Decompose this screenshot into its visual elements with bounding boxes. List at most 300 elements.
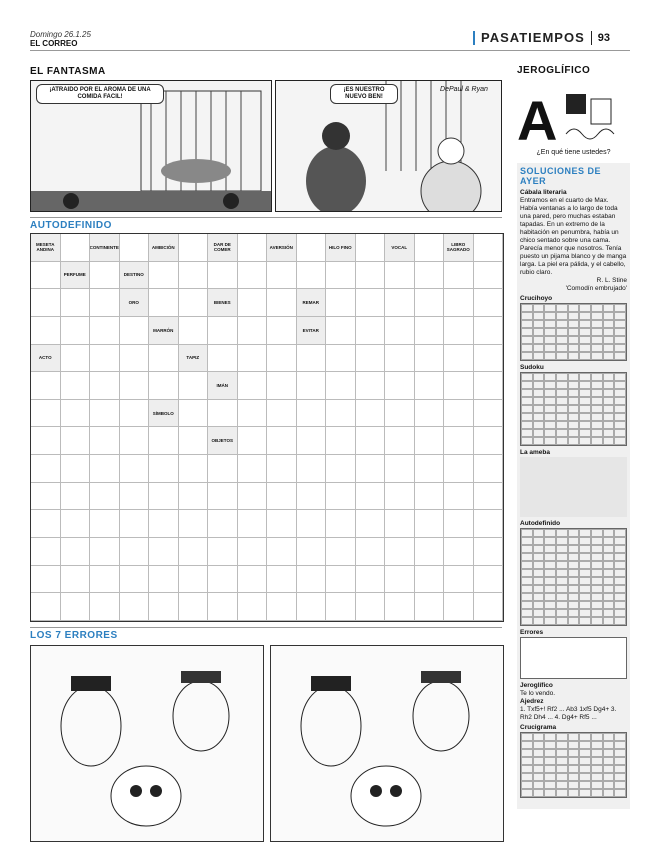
answer-cell[interactable] — [356, 400, 386, 428]
answer-cell[interactable] — [61, 538, 91, 566]
solution-cell — [591, 429, 603, 437]
answer-cell[interactable] — [385, 427, 415, 455]
answer-cell[interactable] — [297, 455, 327, 483]
newspaper-name: EL CORREO — [30, 39, 78, 48]
solution-cell — [579, 617, 591, 625]
answer-cell[interactable] — [326, 593, 356, 621]
answer-cell[interactable] — [238, 234, 268, 262]
solution-cell — [591, 781, 603, 789]
date-label: Domingo 26.1.25 — [30, 30, 91, 39]
answer-cell[interactable] — [356, 262, 386, 290]
answer-cell[interactable] — [444, 538, 474, 566]
answer-cell[interactable] — [415, 289, 445, 317]
solution-cell — [591, 328, 603, 336]
solution-cell — [544, 577, 556, 585]
solution-cell — [544, 405, 556, 413]
answer-cell[interactable] — [238, 289, 268, 317]
solution-cell — [603, 553, 615, 561]
solution-cell — [568, 529, 580, 537]
answer-cell[interactable] — [61, 566, 91, 594]
answer-cell[interactable] — [326, 317, 356, 345]
answer-cell[interactable] — [415, 234, 445, 262]
solution-cell — [568, 344, 580, 352]
crucihoyo-solution-grid — [520, 303, 627, 361]
solution-cell — [614, 577, 626, 585]
answer-cell[interactable] — [415, 510, 445, 538]
solution-cell — [544, 352, 556, 360]
ajedrez-text: 1. Txf5+! Rf2 ... Ab3 1xf5 Dg4+ 3. Rh2 Dh4 ... 4. Dg4+ Rf5 ... — [520, 706, 617, 721]
autodefinido-rule — [30, 217, 502, 218]
answer-cell[interactable] — [90, 566, 120, 594]
answer-cell[interactable] — [474, 317, 504, 345]
answer-cell[interactable] — [474, 372, 504, 400]
answer-cell[interactable] — [90, 289, 120, 317]
answer-cell[interactable] — [31, 455, 61, 483]
answer-cell[interactable] — [356, 234, 386, 262]
solution-cell — [533, 437, 545, 445]
answer-cell[interactable] — [120, 593, 150, 621]
answer-cell[interactable] — [238, 427, 268, 455]
answer-cell[interactable] — [267, 455, 297, 483]
answer-cell[interactable] — [208, 345, 238, 373]
clue-cell: DESTINO — [120, 262, 150, 290]
answer-cell[interactable] — [267, 593, 297, 621]
answer-cell[interactable] — [297, 262, 327, 290]
answer-cell[interactable] — [120, 400, 150, 428]
answer-cell[interactable] — [31, 317, 61, 345]
answer-cell[interactable] — [326, 372, 356, 400]
answer-cell[interactable] — [444, 400, 474, 428]
solution-cell — [521, 749, 533, 757]
solution-cell — [579, 577, 591, 585]
answer-cell[interactable] — [267, 483, 297, 511]
answer-cell[interactable] — [297, 427, 327, 455]
answer-cell[interactable] — [179, 566, 209, 594]
solution-cell — [591, 569, 603, 577]
answer-cell[interactable] — [444, 317, 474, 345]
clue-cell: EVITAR — [297, 317, 327, 345]
answer-cell[interactable] — [267, 289, 297, 317]
solution-cell — [544, 421, 556, 429]
answer-cell[interactable] — [149, 566, 179, 594]
solution-cell — [533, 781, 545, 789]
solution-cell — [521, 304, 533, 312]
answer-cell[interactable] — [297, 372, 327, 400]
answer-cell[interactable] — [238, 372, 268, 400]
solution-cell — [544, 429, 556, 437]
fantasma-credit: DePaul & Ryan — [440, 86, 488, 93]
solution-cell — [614, 617, 626, 625]
answer-cell[interactable] — [326, 345, 356, 373]
answer-cell[interactable] — [326, 289, 356, 317]
answer-cell[interactable] — [474, 262, 504, 290]
answer-cell[interactable] — [208, 483, 238, 511]
answer-cell[interactable] — [61, 317, 91, 345]
answer-cell[interactable] — [385, 538, 415, 566]
answer-cell[interactable] — [415, 345, 445, 373]
answer-cell[interactable] — [120, 566, 150, 594]
solution-cell — [544, 781, 556, 789]
answer-cell[interactable] — [179, 372, 209, 400]
answer-cell[interactable] — [415, 372, 445, 400]
answer-cell[interactable] — [238, 345, 268, 373]
answer-cell[interactable] — [208, 455, 238, 483]
answer-cell[interactable] — [415, 455, 445, 483]
solution-cell — [568, 352, 580, 360]
answer-cell[interactable] — [179, 289, 209, 317]
solution-cell — [579, 781, 591, 789]
answer-cell[interactable] — [297, 566, 327, 594]
answer-cell[interactable] — [61, 345, 91, 373]
solution-cell — [591, 609, 603, 617]
answer-cell[interactable] — [179, 593, 209, 621]
fantasma-bubble-2: ¡ES NUESTRO NUEVO BEN! — [330, 84, 398, 104]
cabala-author: R. L. Stine — [596, 277, 627, 284]
answer-cell[interactable] — [31, 593, 61, 621]
solution-cell — [556, 429, 568, 437]
answer-cell[interactable] — [474, 483, 504, 511]
answer-cell[interactable] — [415, 538, 445, 566]
answer-cell[interactable] — [356, 427, 386, 455]
answer-cell[interactable] — [444, 566, 474, 594]
answer-cell[interactable] — [297, 483, 327, 511]
ameba-solution — [520, 457, 627, 517]
solution-cell — [603, 765, 615, 773]
answer-cell[interactable] — [326, 400, 356, 428]
solution-cell — [614, 381, 626, 389]
answer-cell[interactable] — [326, 483, 356, 511]
answer-cell[interactable] — [149, 593, 179, 621]
answer-cell[interactable] — [90, 510, 120, 538]
clue-cell: TAPIZ — [179, 345, 209, 373]
answer-cell[interactable] — [238, 262, 268, 290]
answer-cell[interactable] — [149, 372, 179, 400]
answer-cell[interactable] — [385, 372, 415, 400]
answer-cell[interactable] — [326, 262, 356, 290]
page-number: 93 — [597, 31, 610, 44]
solution-cell — [603, 733, 615, 741]
answer-cell[interactable] — [356, 593, 386, 621]
solution-cell — [556, 773, 568, 781]
clue-cell: AVERSIÓN — [267, 234, 297, 262]
crucihoyo-title: Crucihoyo — [520, 295, 553, 302]
answer-cell[interactable] — [267, 400, 297, 428]
answer-cell[interactable] — [61, 593, 91, 621]
solution-cell — [521, 617, 533, 625]
answer-cell[interactable] — [90, 593, 120, 621]
answer-cell[interactable] — [415, 483, 445, 511]
answer-cell[interactable] — [444, 289, 474, 317]
solution-cell — [603, 405, 615, 413]
answer-cell[interactable] — [326, 427, 356, 455]
answer-cell[interactable] — [356, 372, 386, 400]
answer-cell[interactable] — [208, 317, 238, 345]
solution-cell — [544, 569, 556, 577]
answer-cell[interactable] — [90, 345, 120, 373]
answer-cell[interactable] — [149, 289, 179, 317]
answer-cell[interactable] — [31, 538, 61, 566]
answer-cell[interactable] — [208, 400, 238, 428]
answer-cell[interactable] — [385, 455, 415, 483]
solution-cell — [603, 757, 615, 765]
solution-cell — [579, 389, 591, 397]
answer-cell[interactable] — [61, 510, 91, 538]
answer-cell[interactable] — [149, 510, 179, 538]
answer-cell[interactable] — [90, 262, 120, 290]
answer-cell[interactable] — [297, 593, 327, 621]
answer-cell[interactable] — [31, 400, 61, 428]
answer-cell[interactable] — [474, 566, 504, 594]
answer-cell[interactable] — [267, 317, 297, 345]
solution-cell — [556, 320, 568, 328]
solution-cell — [533, 413, 545, 421]
solution-cell — [603, 585, 615, 593]
answer-cell[interactable] — [31, 289, 61, 317]
answer-cell[interactable] — [474, 427, 504, 455]
answer-cell[interactable] — [179, 510, 209, 538]
answer-cell[interactable] — [179, 317, 209, 345]
answer-cell[interactable] — [31, 427, 61, 455]
answer-cell[interactable] — [208, 593, 238, 621]
solution-cell — [614, 765, 626, 773]
answer-cell[interactable] — [444, 593, 474, 621]
solution-cell — [568, 312, 580, 320]
answer-cell[interactable] — [267, 262, 297, 290]
answer-cell[interactable] — [149, 538, 179, 566]
answer-cell[interactable] — [326, 510, 356, 538]
answer-cell[interactable] — [474, 538, 504, 566]
answer-cell[interactable] — [208, 566, 238, 594]
answer-cell[interactable] — [267, 566, 297, 594]
jeroglifico-solution: Te lo vendo. — [520, 690, 556, 697]
answer-cell[interactable] — [31, 566, 61, 594]
answer-cell[interactable] — [415, 566, 445, 594]
answer-cell[interactable] — [326, 566, 356, 594]
answer-cell[interactable] — [120, 510, 150, 538]
answer-cell[interactable] — [120, 455, 150, 483]
answer-cell[interactable] — [149, 483, 179, 511]
answer-cell[interactable] — [415, 262, 445, 290]
answer-cell[interactable] — [149, 345, 179, 373]
answer-cell[interactable] — [31, 372, 61, 400]
answer-cell[interactable] — [474, 345, 504, 373]
answer-cell[interactable] — [326, 455, 356, 483]
answer-cell[interactable] — [90, 372, 120, 400]
solution-cell — [614, 529, 626, 537]
answer-cell[interactable] — [120, 483, 150, 511]
answer-cell[interactable] — [474, 510, 504, 538]
solution-cell — [603, 537, 615, 545]
answer-cell[interactable] — [444, 455, 474, 483]
answer-cell[interactable] — [61, 289, 91, 317]
solution-cell — [556, 601, 568, 609]
solution-cell — [591, 437, 603, 445]
answer-cell[interactable] — [61, 455, 91, 483]
answer-cell[interactable] — [238, 455, 268, 483]
solution-cell — [544, 437, 556, 445]
answer-cell[interactable] — [385, 483, 415, 511]
answer-cell[interactable] — [385, 593, 415, 621]
answer-cell[interactable] — [356, 538, 386, 566]
solution-cell — [521, 429, 533, 437]
answer-cell[interactable] — [415, 317, 445, 345]
answer-cell[interactable] — [356, 566, 386, 594]
answer-cell[interactable] — [208, 510, 238, 538]
solution-cell — [533, 569, 545, 577]
answer-cell[interactable] — [385, 345, 415, 373]
answer-cell[interactable] — [238, 317, 268, 345]
solution-cell — [579, 545, 591, 553]
answer-cell[interactable] — [444, 427, 474, 455]
answer-cell[interactable] — [444, 483, 474, 511]
answer-cell[interactable] — [90, 400, 120, 428]
answer-cell[interactable] — [297, 538, 327, 566]
answer-cell[interactable] — [31, 510, 61, 538]
solution-cell — [579, 609, 591, 617]
answer-cell[interactable] — [356, 317, 386, 345]
solution-cell — [568, 381, 580, 389]
solution-cell — [603, 373, 615, 381]
answer-cell[interactable] — [385, 566, 415, 594]
answer-cell[interactable] — [356, 345, 386, 373]
answer-cell[interactable] — [238, 593, 268, 621]
sudoku-solution-grid — [520, 372, 627, 446]
answer-cell[interactable] — [90, 483, 120, 511]
clue-cell: OBJETOS — [208, 427, 238, 455]
answer-cell[interactable] — [385, 400, 415, 428]
answer-cell[interactable] — [179, 427, 209, 455]
answer-cell[interactable] — [474, 455, 504, 483]
answer-cell[interactable] — [267, 510, 297, 538]
jeroglifico-drawing — [561, 89, 621, 149]
answer-cell[interactable] — [120, 538, 150, 566]
answer-cell[interactable] — [90, 427, 120, 455]
answer-cell[interactable] — [267, 345, 297, 373]
answer-cell[interactable] — [179, 400, 209, 428]
answer-cell[interactable] — [474, 593, 504, 621]
answer-cell[interactable] — [356, 510, 386, 538]
solution-cell — [521, 741, 533, 749]
answer-cell[interactable] — [90, 455, 120, 483]
solution-cell — [533, 312, 545, 320]
answer-cell[interactable] — [61, 483, 91, 511]
answer-cell[interactable] — [474, 234, 504, 262]
answer-cell[interactable] — [385, 510, 415, 538]
answer-cell[interactable] — [238, 400, 268, 428]
solution-cell — [591, 352, 603, 360]
answer-cell[interactable] — [179, 538, 209, 566]
answer-cell[interactable] — [179, 234, 209, 262]
answer-cell[interactable] — [415, 400, 445, 428]
solution-cell — [568, 609, 580, 617]
solution-cell — [544, 413, 556, 421]
jeroglifico-letter: A — [517, 89, 558, 152]
answer-cell[interactable] — [61, 234, 91, 262]
solution-cell — [603, 304, 615, 312]
answer-cell[interactable] — [444, 262, 474, 290]
answer-cell[interactable] — [356, 289, 386, 317]
answer-cell[interactable] — [297, 400, 327, 428]
solution-cell — [579, 437, 591, 445]
answer-cell[interactable] — [31, 483, 61, 511]
solution-cell — [591, 421, 603, 429]
solution-cell — [591, 789, 603, 797]
answer-cell[interactable] — [238, 483, 268, 511]
solution-cell — [603, 437, 615, 445]
answer-cell[interactable] — [179, 455, 209, 483]
answer-cell[interactable] — [297, 510, 327, 538]
solution-cell — [556, 336, 568, 344]
solution-cell — [579, 336, 591, 344]
jeroglifico-puzzle — [517, 79, 630, 152]
answer-cell[interactable] — [120, 317, 150, 345]
answer-cell[interactable] — [90, 317, 120, 345]
answer-cell[interactable] — [238, 538, 268, 566]
solution-cell — [533, 577, 545, 585]
answer-cell[interactable] — [444, 510, 474, 538]
answer-cell[interactable] — [297, 234, 327, 262]
answer-cell[interactable] — [326, 538, 356, 566]
answer-cell[interactable] — [267, 538, 297, 566]
answer-cell[interactable] — [179, 262, 209, 290]
solution-cell — [521, 757, 533, 765]
solution-cell — [603, 529, 615, 537]
answer-cell[interactable] — [208, 538, 238, 566]
answer-cell[interactable] — [61, 372, 91, 400]
answer-cell[interactable] — [267, 427, 297, 455]
answer-cell[interactable] — [61, 427, 91, 455]
solution-cell — [556, 413, 568, 421]
answer-cell[interactable] — [238, 566, 268, 594]
answer-cell[interactable] — [149, 427, 179, 455]
answer-cell[interactable] — [415, 427, 445, 455]
answer-cell[interactable] — [179, 483, 209, 511]
solution-cell — [591, 344, 603, 352]
solution-cell — [521, 373, 533, 381]
answer-cell[interactable] — [61, 400, 91, 428]
answer-cell[interactable] — [474, 289, 504, 317]
answer-cell[interactable] — [31, 262, 61, 290]
answer-cell[interactable] — [120, 427, 150, 455]
clue-cell: ORO — [120, 289, 150, 317]
answer-cell[interactable] — [149, 262, 179, 290]
jeroglifico-title: JEROGLÍFICO — [517, 65, 591, 76]
answer-cell[interactable] — [385, 317, 415, 345]
answer-cell[interactable] — [90, 538, 120, 566]
answer-cell[interactable] — [149, 455, 179, 483]
answer-cell[interactable] — [120, 234, 150, 262]
answer-cell[interactable] — [356, 455, 386, 483]
answer-cell[interactable] — [385, 289, 415, 317]
answer-cell[interactable] — [474, 400, 504, 428]
answer-cell[interactable] — [238, 510, 268, 538]
solution-cell — [579, 553, 591, 561]
answer-cell[interactable] — [120, 345, 150, 373]
answer-cell[interactable] — [444, 372, 474, 400]
answer-cell[interactable] — [208, 262, 238, 290]
solution-cell — [614, 773, 626, 781]
answer-cell[interactable] — [120, 372, 150, 400]
answer-cell[interactable] — [415, 593, 445, 621]
answer-cell[interactable] — [297, 345, 327, 373]
answer-cell[interactable] — [444, 345, 474, 373]
solution-cell — [568, 545, 580, 553]
answer-cell[interactable] — [356, 483, 386, 511]
solution-cell — [579, 757, 591, 765]
solution-cell — [556, 304, 568, 312]
answer-cell[interactable] — [267, 372, 297, 400]
answer-cell[interactable] — [385, 262, 415, 290]
